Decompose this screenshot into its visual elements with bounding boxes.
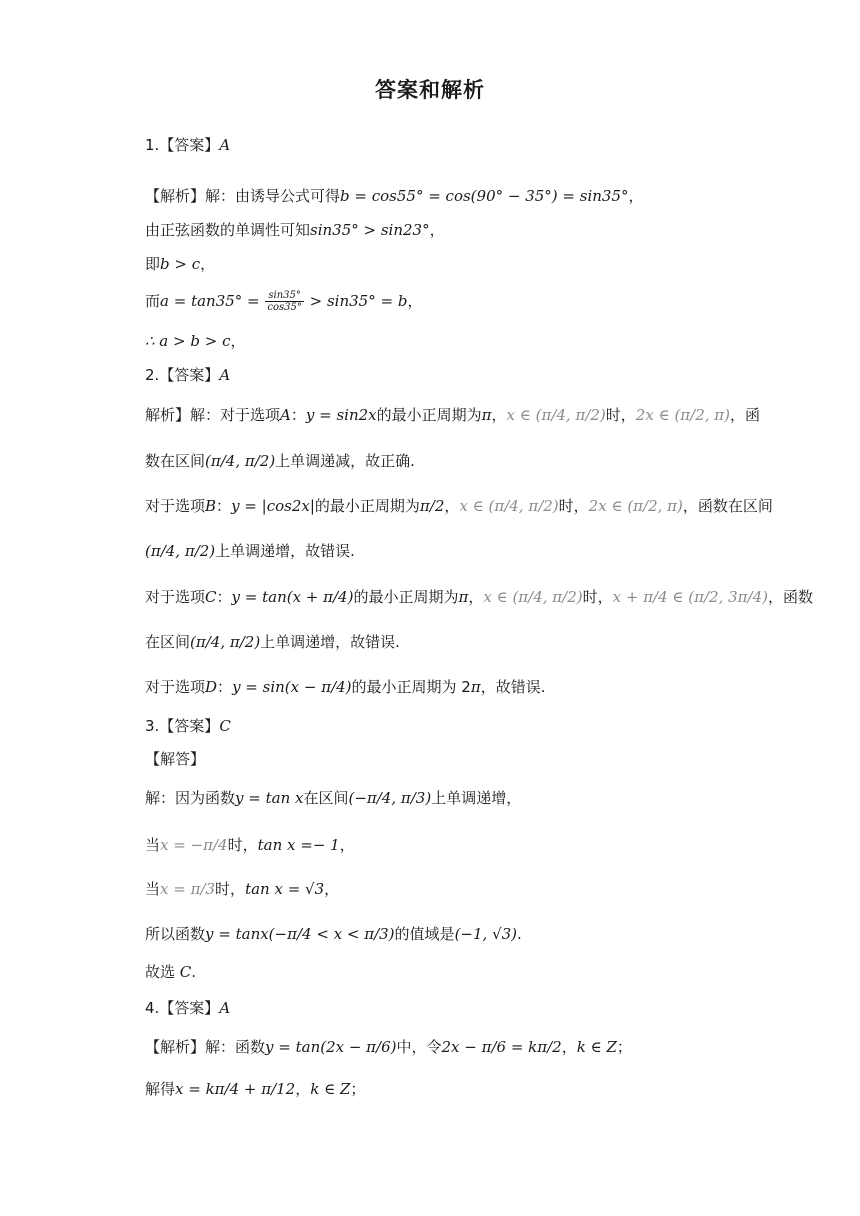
q3-answer-line (145, 715, 725, 737)
q1-l2-text: 由正弦函数的单调性可知 (145, 221, 311, 239)
q2-c-label: 对于选项 (145, 588, 206, 606)
q2-c-cond1: x ∈ (π/4, π/2) (483, 588, 583, 606)
q2-d-func: y = sin(x − π/4) (232, 678, 352, 696)
q1-analysis-line-4 (145, 290, 725, 313)
q2-c-opt: C (205, 588, 217, 606)
q2-a-cond2: 2x ∈ (π/2, π) (635, 406, 730, 424)
q3-line-5 (145, 961, 725, 983)
q1-analysis-line-5 (145, 330, 725, 352)
q3-l1-interval: (−π/4, π/3) (348, 789, 432, 807)
q2-option-a-line-2 (145, 450, 725, 472)
q4-l2-a: 解得 (145, 1080, 176, 1098)
q1-l5-math: ∴ a > b > c (145, 332, 231, 350)
q4-l1-k: k ∈ Z (576, 1038, 617, 1056)
q3-line-1 (145, 787, 725, 809)
q2-c-tail: ，函数 (767, 588, 813, 606)
q1-l3-end: ， (200, 255, 216, 273)
q2-b-func: y = |cos2x| (231, 497, 315, 515)
q2-a-line2-a: 数在区间 (145, 452, 206, 470)
q3-l4-func: y = tanx(−π/4 < x < π/3) (205, 925, 395, 943)
q2-a-label: 解析】解：对于选项 (145, 406, 281, 424)
q1-analysis-line-1 (145, 185, 725, 207)
q2-option-c-line-2 (145, 631, 725, 653)
q2-b-label: 对于选项 (145, 497, 206, 515)
q1-header: 1.【答案】 (145, 136, 220, 154)
q1-l4-frac-den: cos35° (267, 302, 302, 313)
q2-d-label: 对于选项 (145, 678, 206, 696)
q1-l3-math: b > c (160, 255, 201, 273)
q4-l1-func: y = tan(2x − π/6) (265, 1038, 397, 1056)
q1-l4-math-a: a = tan35° = (160, 292, 265, 310)
q4-answer-line (145, 997, 725, 1019)
q2-a-func: y = sin2x (305, 406, 377, 424)
q1-l5-end: ， (230, 332, 246, 350)
q2-c-when: 时， (582, 588, 613, 606)
q2-b-text: 的最小正周期为 (314, 497, 420, 515)
q3-l4-end: . (517, 925, 522, 943)
q3-l2-cond: x = −π/4 (160, 836, 228, 854)
q3-l5-end: . (191, 963, 197, 981)
q4-l1-a: 【解析】解：函数 (145, 1038, 266, 1056)
q3-l2-a: 当 (145, 836, 161, 854)
q2-c-cond2: x + π/4 ∈ (π/2, 3π/4) (612, 588, 768, 606)
q4-l2-eq: x = kπ/4 + π/12 (175, 1080, 296, 1098)
q2-a-interval: (π/4, π/2) (205, 452, 276, 470)
q3-l2-end: ， (339, 836, 355, 854)
q1-analysis-line-3 (145, 253, 725, 275)
q1-answer-line (145, 134, 725, 156)
q2-a-when: 时， (605, 406, 636, 424)
q3-section-label (145, 748, 725, 770)
q2-c-line2-a: 在区间 (145, 633, 191, 651)
q2-header: 2.【答案】 (145, 366, 220, 384)
q2-option-b-line-2 (145, 540, 725, 562)
q2-option-c-line-1: 对于选项C：y = tan(x + π/4)的最小正周期为π，x ∈ (π/4, π/2)时，x + π/4 ∈ (π/2, 3π/4)，函数 (145, 588, 813, 606)
q4-l2-end: ； (350, 1080, 366, 1098)
q1-l4-end: ， (407, 292, 423, 310)
q4-l2-k: k ∈ Z (310, 1080, 351, 1098)
q2-d-tail: ，故错误. (480, 678, 546, 696)
q2-c-interval: (π/4, π/2) (190, 633, 261, 651)
q3-l1-b: 在区间 (303, 789, 349, 807)
q2-b-opt: B (205, 497, 217, 515)
q3-l1-a: 解：因为函数 (145, 789, 236, 807)
q4-l2-b: ， (295, 1080, 311, 1098)
q2-a-tail: ，函 (730, 406, 761, 424)
q4-header: 4.【答案】 (145, 999, 220, 1017)
q3-l3-val: tan x = √3 (245, 880, 325, 898)
q2-b-line2: 上单调递增，故错误. (215, 542, 355, 560)
q2-a-line2-b: 上单调递减，故正确. (275, 452, 415, 470)
q2-a-cond1: x ∈ (π/4, π/2) (506, 406, 606, 424)
q3-line-4 (145, 923, 725, 945)
q2-b-when: 时， (558, 497, 589, 515)
q1-l4-frac-num: sin35° (265, 290, 303, 302)
q2-a-period: π (481, 406, 492, 424)
q3-l5-a: 故选 (145, 963, 176, 981)
q4-l1-c: ， (561, 1038, 577, 1056)
q3-section: 【解答】 (145, 750, 206, 768)
q4-line-2 (145, 1078, 725, 1100)
q2-c-text: 的最小正周期为 (353, 588, 459, 606)
q1-l2-end: ， (429, 221, 445, 239)
q3-l5-opt: C (179, 963, 192, 981)
q2-a-opt: A (280, 406, 291, 424)
q4-l1-b: 中，令 (396, 1038, 442, 1056)
q2-b-cond2: 2x ∈ (π/2, π) (588, 497, 683, 515)
q3-l1-c: 上单调递增， (431, 789, 522, 807)
q3-header: 3.【答案】 (145, 717, 220, 735)
q2-answer-line (145, 364, 725, 386)
q3-l4-a: 所以函数 (145, 925, 206, 943)
q4-l1-end: ； (616, 1038, 632, 1056)
q3-l2-val: tan x =− 1 (257, 836, 340, 854)
q3-l3-end: ， (324, 880, 340, 898)
q3-l4-range: (−1, √3) (454, 925, 518, 943)
q2-option-a-line-1: 解析】解：对于选项A：y = sin2x的最小正周期为π，x ∈ (π/4, π/2)时，2x ∈ (π/2, π)，函 (145, 406, 761, 424)
q2-answer: A (219, 366, 231, 384)
q1-l3-text: 即 (145, 255, 161, 273)
q2-b-period: π/2 (419, 497, 445, 515)
q3-l4-b: 的值域是 (394, 925, 455, 943)
q2-d-opt: D (205, 678, 218, 696)
q2-d-text: 的最小正周期为 2 (351, 678, 471, 696)
q1-l4-text: 而 (145, 292, 161, 310)
q2-a-text: 的最小正周期为 (376, 406, 482, 424)
q3-l3-b: 时， (215, 880, 246, 898)
q3-line-3 (145, 878, 725, 900)
q3-l3-cond: x = π/3 (160, 880, 216, 898)
q4-answer: A (219, 999, 231, 1017)
q1-answer: A (219, 136, 231, 154)
q2-c-line2-b: 上单调递增，故错误. (260, 633, 400, 651)
q3-l1-func: y = tan x (235, 789, 304, 807)
q1-l1-math: b = cos55° = cos(90° − 35°) = sin35° (340, 187, 629, 205)
q1-analysis-line-2 (145, 219, 725, 241)
q3-l2-b: 时， (227, 836, 258, 854)
q1-l4-fraction (265, 290, 303, 313)
page-title: 答案和解析 (375, 78, 485, 102)
q2-c-func: y = tan(x + π/4) (231, 588, 354, 606)
q1-l4-math-b: > sin35° = b (304, 292, 408, 310)
q2-b-tail: ，函数在区间 (682, 497, 773, 515)
q4-line-1 (145, 1036, 725, 1058)
q1-l2-math: sin35° > sin23° (310, 221, 430, 239)
q3-answer: C (219, 717, 231, 735)
q1-l1-label: 【解析】解：由诱导公式可得 (145, 187, 341, 205)
q3-line-2 (145, 834, 725, 856)
q2-option-b-line-1: 对于选项B：y = |cos2x|的最小正周期为π/2，x ∈ (π/4, π/2)时，2x ∈ (π/2, π)，函数在区间 (145, 497, 773, 515)
q4-l1-eq: 2x − π/6 = kπ/2 (441, 1038, 562, 1056)
q3-l3-a: 当 (145, 880, 161, 898)
q1-l1-end: ， (628, 187, 644, 205)
q2-b-interval: (π/4, π/2) (145, 542, 216, 560)
q2-b-cond1: x ∈ (π/4, π/2) (459, 497, 559, 515)
q2-c-period: π (458, 588, 469, 606)
q2-d-period: π (470, 678, 481, 696)
q2-option-d-line: 对于选项D：y = sin(x − π/4)的最小正周期为 2π，故错误. (145, 678, 546, 696)
